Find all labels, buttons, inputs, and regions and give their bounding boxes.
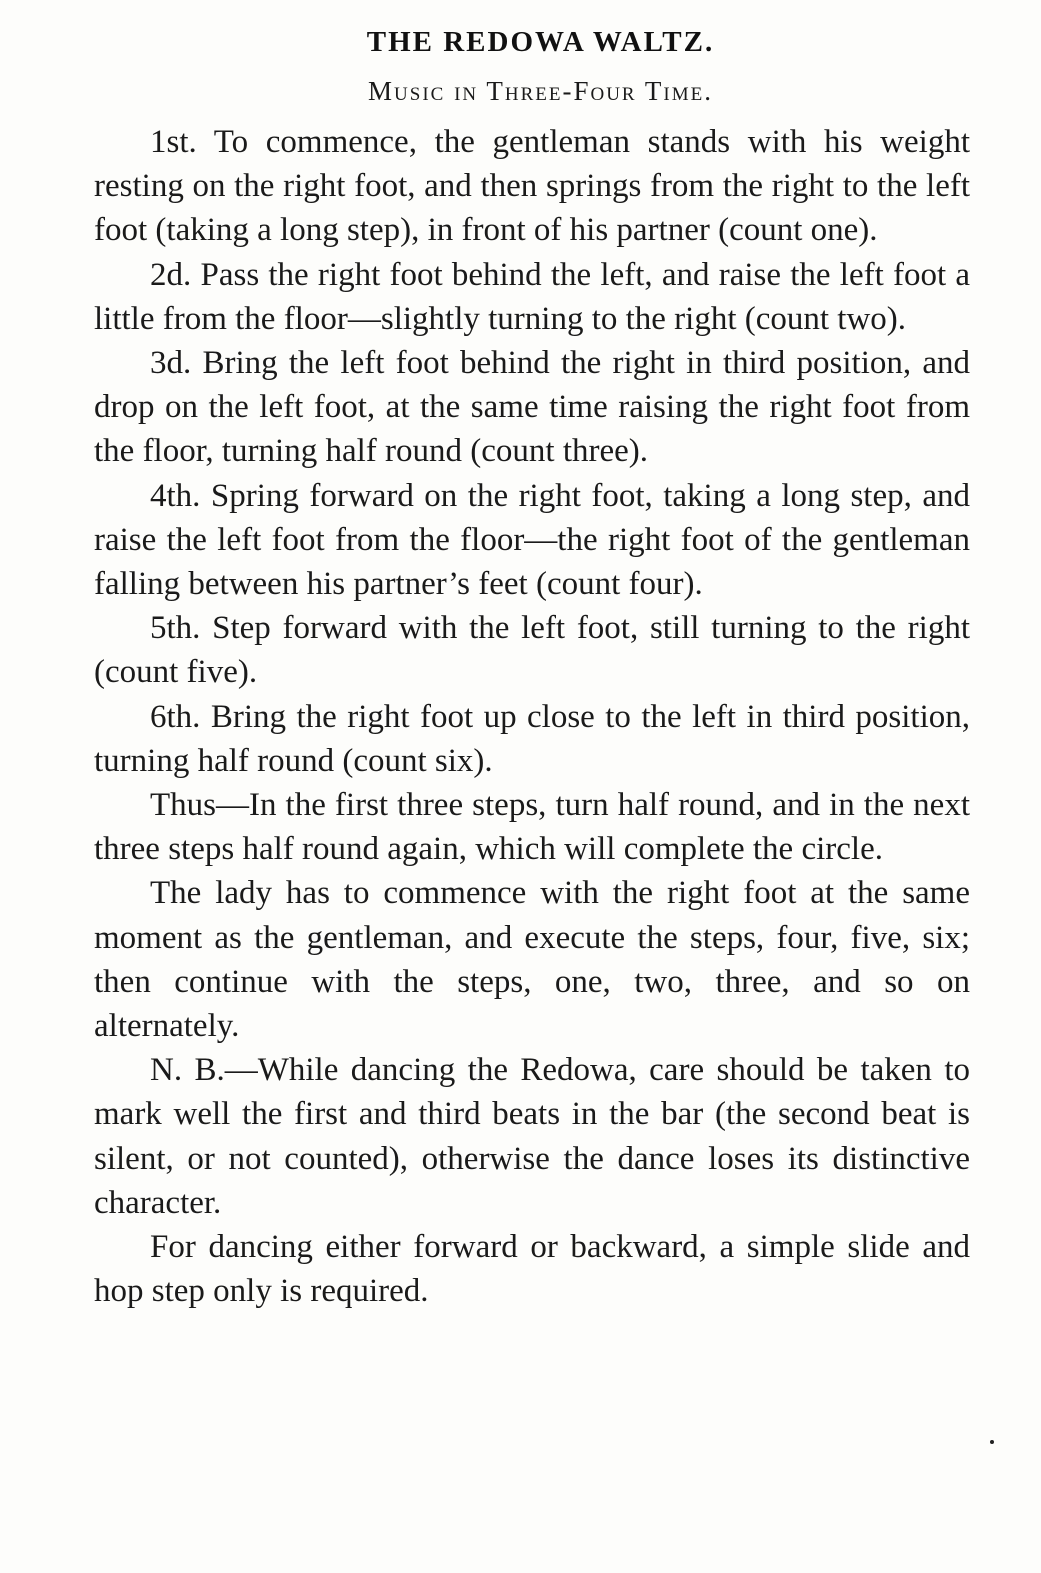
document-body (94, 120, 970, 1313)
page-title: THE REDOWA WALTZ. (366, 26, 715, 58)
page-subtitle: Music in Three-Four Time. (368, 76, 713, 106)
paragraph-lady: The lady has to commence with the right foot at the same moment as the gentleman, and execute the steps, four, five, six; then continue with the steps, one, two, three, and so on alternately. (94, 875, 970, 1045)
paragraph-step-6: 6th. Bring the right foot up close to the left in third position, turning half round (count six). (94, 698, 970, 779)
paragraph-step-1: 1st. To commence, the gentleman stands with his weight resting on the right foot, and then springs from the right to the left foot (taking a long step), in front of his partner (count one). (94, 124, 970, 249)
paragraph-step-5: 5th. Step forward with the left foot, still turning to the right (count five). (94, 610, 970, 691)
paragraph-slide-hop: For dancing either forward or backward, a simple slide and hop step only is required. (94, 1229, 970, 1310)
paragraph-step-2: 2d. Pass the right foot behind the left, and raise the left foot a little from the floor—slightly turning to the right (count two). (94, 256, 970, 337)
paragraph-step-3: 3d. Bring the left foot behind the right in third position, and drop on the left foot, at the same time raising the right foot from the floor, turning half round (count three). (94, 345, 970, 470)
paragraph-nota-bene: N. B.—While dancing the Redowa, care should be taken to mark well the first and third beats in the bar (the second beat is silent, or not counted), otherwise the dance loses its distinctive character. (94, 1052, 970, 1221)
paragraph-step-4: 4th. Spring forward on the right foot, taking a long step, and raise the left foot from the floor—the right foot of the gentleman falling between his partner’s feet (count four). (94, 477, 970, 603)
paragraph-summary: Thus—In the first three steps, turn half round, and in the next three steps half round again, which will complete the circle. (94, 787, 970, 868)
scan-speck (990, 1440, 994, 1444)
